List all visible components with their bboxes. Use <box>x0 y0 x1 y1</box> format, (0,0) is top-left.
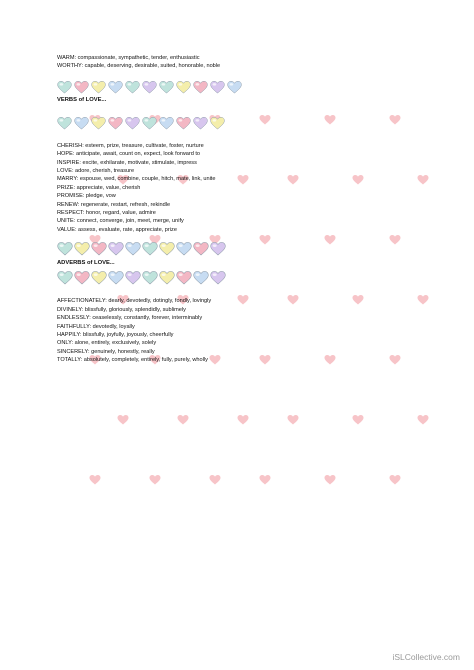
heart-icon <box>210 241 226 257</box>
heart-divider-row <box>57 241 437 258</box>
vocab-term: WARM <box>57 55 75 61</box>
background-heart-icon <box>178 415 189 425</box>
vocab-synonyms: alone, entirely, exclusively, solely <box>74 340 157 347</box>
vocab-term: FAITHFULLY <box>57 323 90 330</box>
vocab-synonyms: adore, cherish, treasure <box>75 168 135 175</box>
vocab-synonyms: assess, evaluate, rate, appreciate, prize <box>78 226 177 233</box>
vocab-line: FAITHFULLY: devotedly, loyally <box>57 323 135 330</box>
background-heart-icon <box>150 475 161 485</box>
heart-icon <box>91 80 106 95</box>
heart-icon <box>159 80 174 95</box>
vocab-line: ENDLESSLY: ceaselessly, constantly, forever, interminably <box>57 315 203 322</box>
vocab-synonyms: excite, exhilarate, motivate, stimulate, impress <box>82 159 197 166</box>
heart-icon <box>57 116 72 131</box>
heart-icon <box>142 270 158 286</box>
heart-divider-row <box>57 116 437 131</box>
site-watermark: iSLCollective.com <box>392 652 460 662</box>
vocab-term: MARRY <box>57 176 77 183</box>
vocab-term: HOPE <box>57 151 73 158</box>
heart-icon <box>142 80 157 95</box>
vocab-term: PRIZE <box>57 184 74 191</box>
heart-icon <box>193 80 208 95</box>
heart-icon <box>142 241 158 257</box>
vocab-term: LOVE <box>57 168 72 175</box>
vocab-term: AFFECTIONATELY <box>57 298 106 305</box>
vocab-line: RESPECT: honor, regard, value, admire <box>57 210 156 217</box>
vocab-synonyms: capable, deserving, desirable, suited, honorable, noble <box>84 63 221 70</box>
vocab-term: RENEW <box>57 201 78 208</box>
heart-icon <box>176 241 192 257</box>
heart-icon <box>159 241 175 257</box>
heart-icon <box>108 241 124 257</box>
vocab-line: HOPE: anticipate, await, count on, expect, look forward to <box>57 151 201 158</box>
heart-icon <box>108 270 124 286</box>
vocab-synonyms: honor, regard, value, admire <box>85 210 156 217</box>
vocab-line: RENEW: regenerate, restart, refresh, rekindle <box>57 201 171 208</box>
vocab-line: WARM: compassionate, sympathetic, tender, enthusiastic <box>57 55 200 61</box>
background-heart-icon <box>288 415 299 425</box>
heart-icon <box>57 80 72 95</box>
adverbs-list <box>57 297 437 364</box>
vocab-synonyms: absolutely, completely, entirely, fully, purely, wholly <box>83 357 208 364</box>
vocab-term: TOTALLY <box>57 357 81 364</box>
vocab-line: WORTHY: capable, deserving, desirable, suited, honorable, noble <box>57 63 221 70</box>
heart-icon <box>74 116 89 131</box>
vocab-synonyms: connect, converge, join, meet, merge, unify <box>76 218 184 225</box>
vocab-line: AFFECTIONATELY: dearly, devotedly, dotingly, fondly, lovingly <box>57 298 212 305</box>
vocab-term: UNITE <box>57 218 74 225</box>
vocab-term: PROMISE <box>57 193 83 200</box>
background-heart-icon <box>353 415 364 425</box>
vocab-line: VALUE: assess, evaluate, rate, appreciate, prize <box>57 226 177 233</box>
heart-icon <box>108 116 123 131</box>
adjectives-list <box>57 54 437 71</box>
heart-icon <box>210 270 226 286</box>
vocab-line: UNITE: connect, converge, join, meet, merge, unify <box>57 218 184 225</box>
adverbs-heading: ADVERBS of LOVE... <box>57 260 115 267</box>
heart-icon <box>193 241 209 257</box>
heart-divider-row <box>57 270 437 287</box>
vocab-term: VALUE <box>57 226 75 233</box>
background-heart-icon <box>390 475 401 485</box>
vocab-line: PRIZE: appreciate, value, cherish <box>57 184 141 191</box>
heart-icon <box>91 116 106 131</box>
vocab-term: INSPIRE <box>57 159 80 166</box>
vocab-term: SINCERELY <box>57 348 88 355</box>
vocab-synonyms: devotedly, loyally <box>92 323 135 330</box>
heart-icon <box>210 116 225 131</box>
heart-icon <box>74 241 90 257</box>
heart-icon <box>91 270 107 286</box>
verbs-heading: VERBS of LOVE... <box>57 96 107 103</box>
vocab-synonyms: dearly, devotedly, dotingly, fondly, lovingly <box>108 298 212 305</box>
vocab-synonyms: genuinely, honestly, really <box>91 348 155 355</box>
vocab-line: CHERISH: esteem, prize, treasure, cultivate, foster, nurture <box>57 142 204 149</box>
vocab-term: WORTHY <box>57 63 82 70</box>
vocab-synonyms: blissfully, joyfully, joyously, cheerfully <box>83 331 174 338</box>
vocab-synonyms: compassionate, sympathetic, tender, enthusiastic <box>77 55 200 61</box>
heart-icon <box>74 270 90 286</box>
vocab-synonyms: esteem, prize, treasure, cultivate, foster, nurture <box>85 142 204 149</box>
heart-icon <box>74 80 89 95</box>
heart-icon <box>193 270 209 286</box>
background-heart-icon <box>118 415 129 425</box>
background-heart-icon <box>418 415 429 425</box>
vocab-line: SINCERELY: genuinely, honestly, really <box>57 348 155 355</box>
vocab-line: ONLY: alone, entirely, exclusively, solely <box>57 340 157 347</box>
vocab-synonyms: espouse, wed, combine, couple, hitch, mate, link, unite <box>79 176 216 183</box>
heart-icon <box>176 80 191 95</box>
background-heart-icon <box>210 475 221 485</box>
heart-icon <box>159 270 175 286</box>
vocab-synonyms: anticipate, await, count on, expect, look forward to <box>75 151 201 158</box>
vocab-line: INSPIRE: excite, exhilarate, motivate, stimulate, impress <box>57 159 197 166</box>
vocab-line: TOTALLY: absolutely, completely, entirely, fully, purely, wholly <box>57 357 208 364</box>
heart-icon <box>125 80 140 95</box>
heart-icon <box>227 80 242 95</box>
heart-icon <box>193 116 208 131</box>
heart-icon <box>125 241 141 257</box>
heart-icon <box>176 116 191 131</box>
vocab-term: ENDLESSLY <box>57 315 90 322</box>
background-heart-icon <box>325 475 336 485</box>
vocab-term: CHERISH <box>57 142 83 149</box>
heart-icon <box>142 116 157 131</box>
worksheet-content <box>57 54 437 365</box>
background-heart-icon <box>238 415 249 425</box>
heart-icon <box>159 116 174 131</box>
heart-icon <box>125 116 140 131</box>
heart-icon <box>176 270 192 286</box>
vocab-synonyms: pledge, vow <box>85 193 116 200</box>
heart-icon <box>91 241 107 257</box>
heart-icon <box>125 270 141 286</box>
vocab-synonyms: regenerate, restart, refresh, rekindle <box>80 201 171 208</box>
heart-icon <box>57 270 73 286</box>
vocab-line: PROMISE: pledge, vow <box>57 193 116 200</box>
verbs-list <box>57 142 437 234</box>
background-heart-icon <box>90 475 101 485</box>
vocab-line: DIVINELY: blissfully, gloriously, splendidly, sublimely <box>57 306 186 313</box>
vocab-line: LOVE: adore, cherish, treasure <box>57 168 135 175</box>
vocab-term: DIVINELY <box>57 306 82 313</box>
vocab-synonyms: appreciate, value, cherish <box>76 184 141 191</box>
heart-divider-row <box>57 80 437 95</box>
vocab-synonyms: ceaselessly, constantly, forever, interminably <box>92 315 203 322</box>
vocab-term: RESPECT <box>57 210 83 217</box>
vocab-line: MARRY: espouse, wed, combine, couple, hitch, mate, link, unite <box>57 176 216 183</box>
vocab-synonyms: blissfully, gloriously, splendidly, sublimely <box>84 306 186 313</box>
heart-icon <box>108 80 123 95</box>
vocab-line: HAPPILY: blissfully, joyfully, joyously, cheerfully <box>57 331 174 338</box>
background-heart-icon <box>260 475 271 485</box>
heart-icon <box>210 80 225 95</box>
vocab-term: ONLY <box>57 340 72 347</box>
heart-icon <box>57 241 73 257</box>
vocab-term: HAPPILY <box>57 331 80 338</box>
